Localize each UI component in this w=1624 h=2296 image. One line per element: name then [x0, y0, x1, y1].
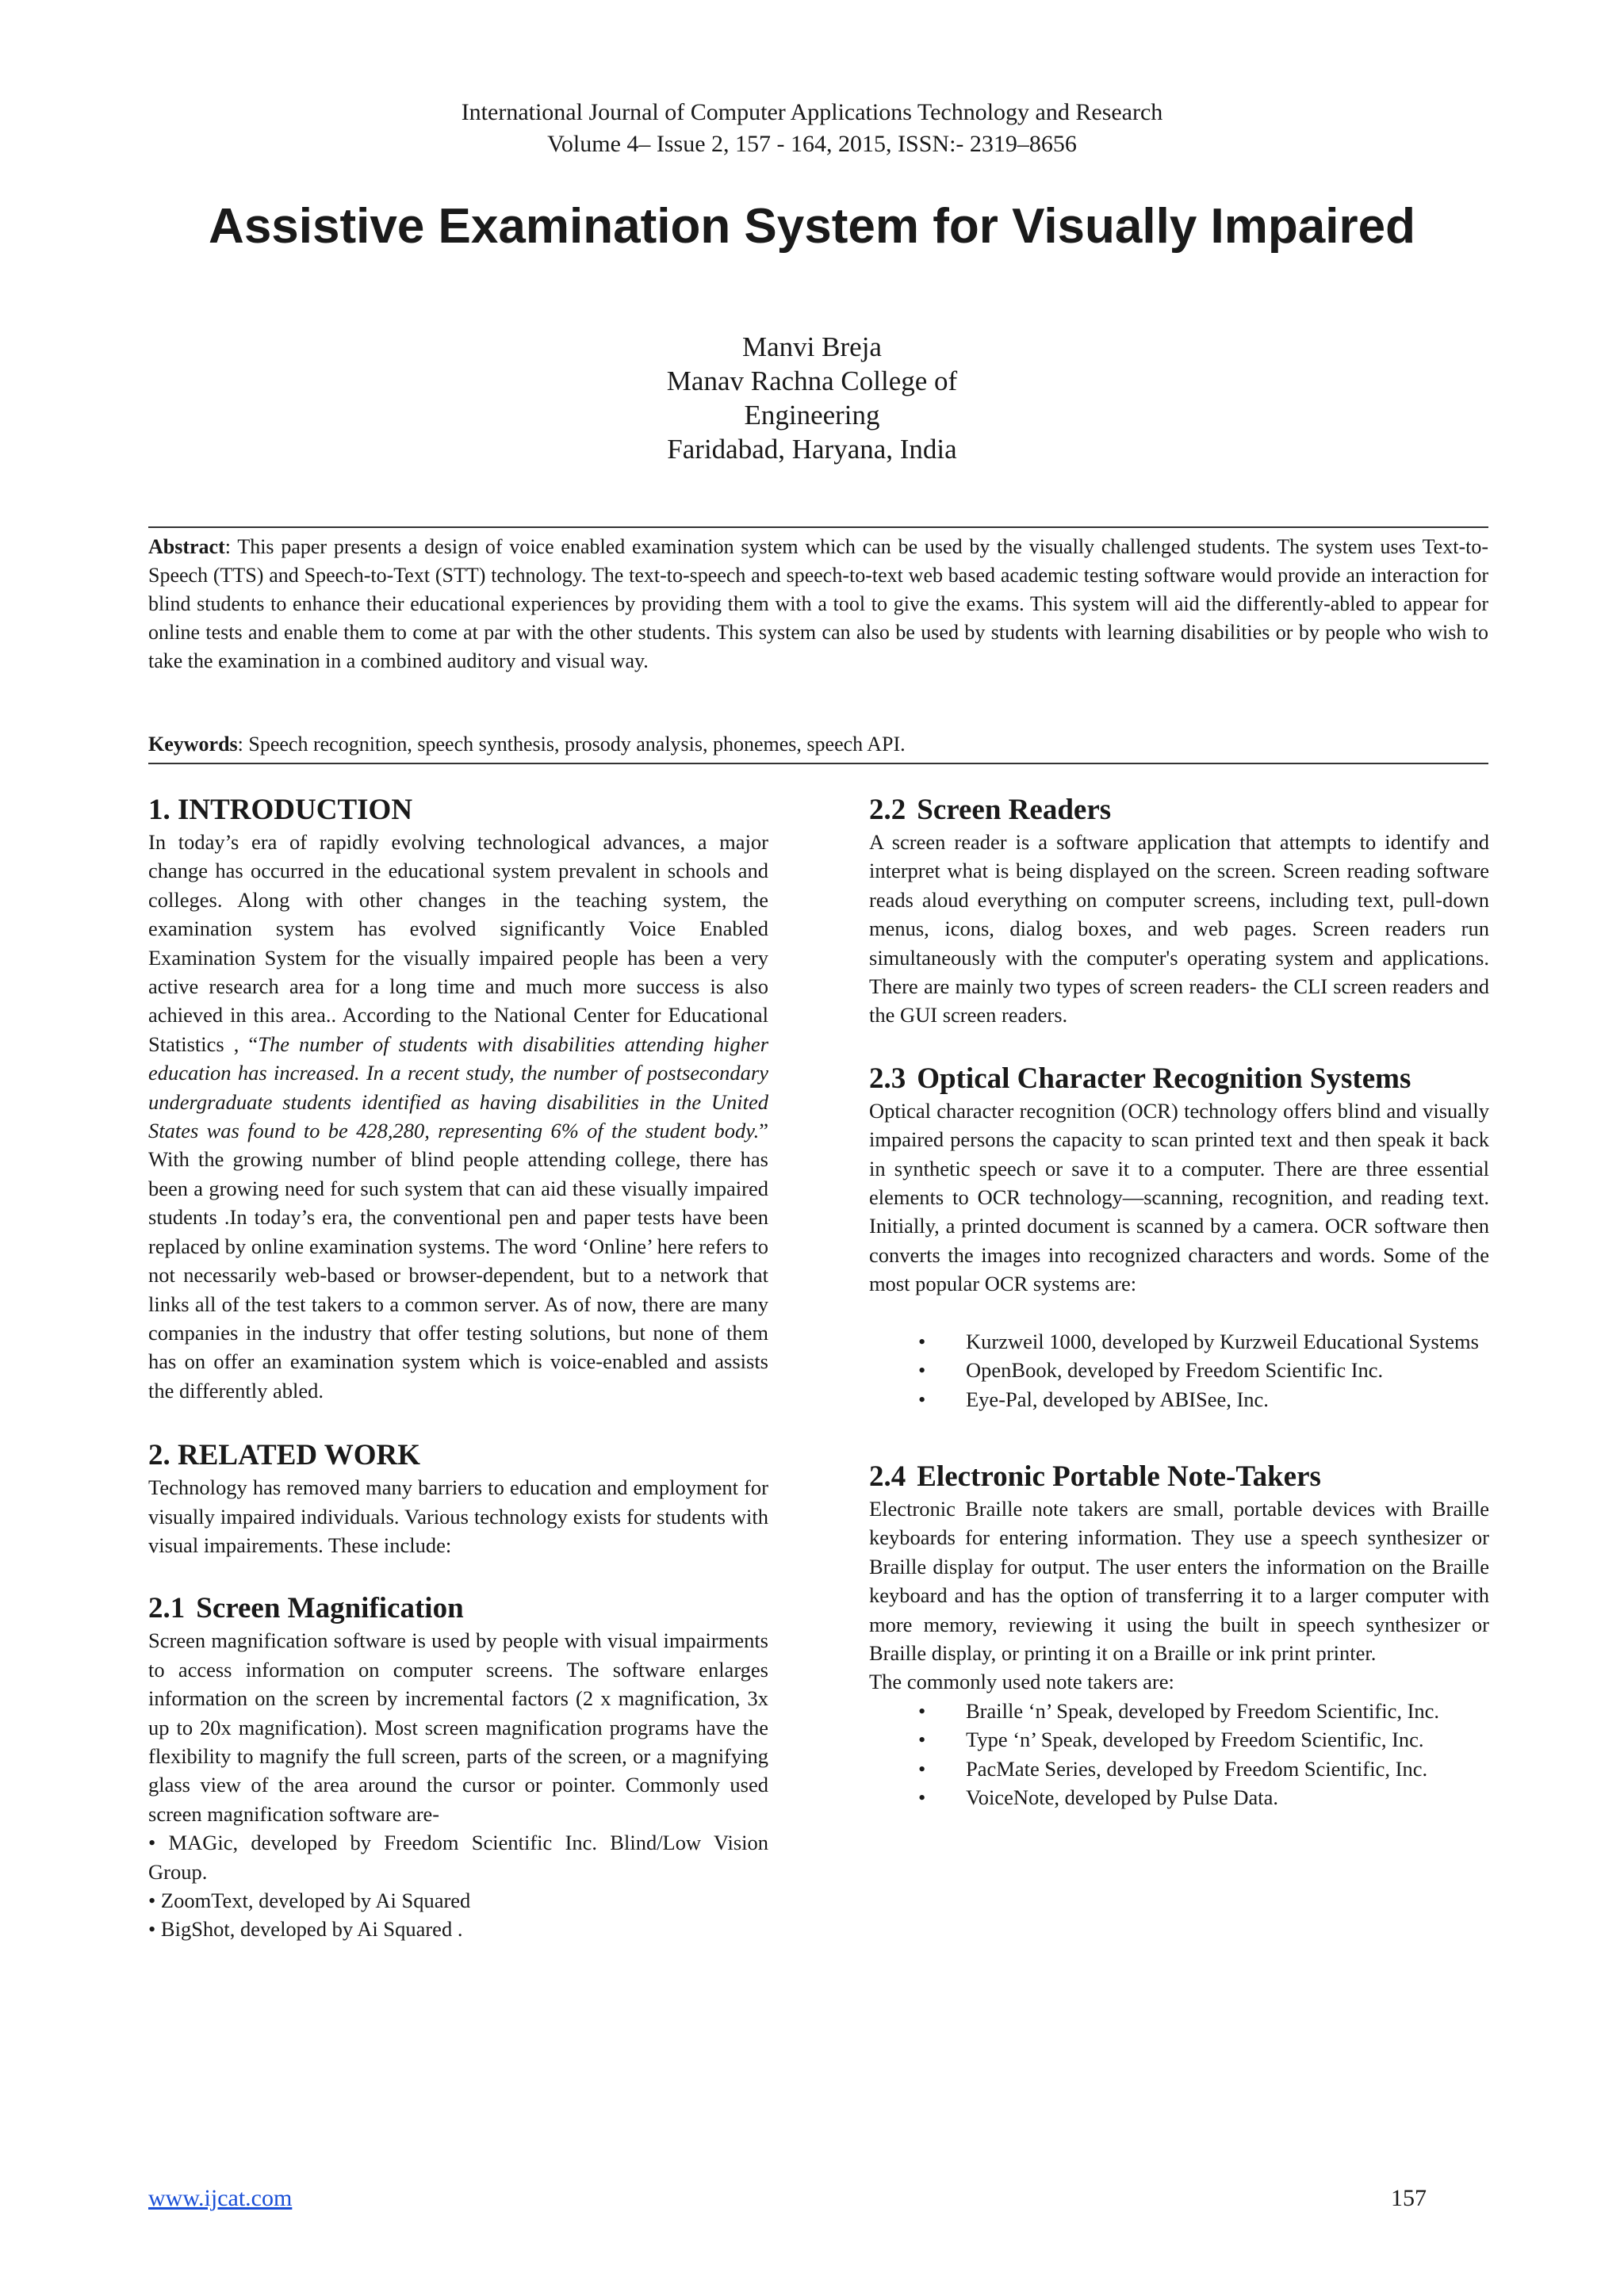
author-name: Manvi Breja	[742, 331, 882, 362]
screen-readers-text: A screen reader is a software application that attempts to identify and interpret what is being displayed on the screen. Screen reading software reads aloud everything on computer screens, including text, pull-down menus, icons, dialog boxes, and web pages. Screen readers run simultaneously with the computer's operating system and applications. There are mainly two types of screen readers- the CLI screen readers and the GUI screen readers.	[869, 830, 1489, 1027]
introduction-text-a: In today’s era of rapidly evolving technological advances, a major change has occurred in the educational system prevalent in schools and colleges. Along with other changes in the teaching system, the examination system has evolved significantly Voice Enabled Examination System for the visually impaired people has been a very active research area for a long time and much more success is also achieved in this area.. According to the National Center for Educational Statistics , “	[148, 830, 768, 1056]
ocr-heading	[869, 1062, 1489, 1096]
journal-website-link[interactable]: www.ijcat.com	[148, 2185, 293, 2211]
journal-volume: Volume 4– Issue 2, 157 - 164, 2015, ISSN:- 2319–8656	[547, 131, 1077, 157]
list-item: • PacMate Series, developed by Freedom Scientific, Inc.	[869, 1755, 1489, 1783]
introduction-quote: The number of students with disabilities attending higher education has increased. In a recent study, the number of postsecondary undergraduate students identified as having disabilities in the United States was found to be 428,280, representing 6% of the student body.	[148, 1031, 769, 1143]
keywords	[148, 730, 1488, 759]
section-title: Electronic Portable Note-Takers	[917, 1460, 1321, 1493]
ocr-text: Optical character recognition (OCR) technology offers blind and visually impaired persons the capacity to scan printed text and then speak it back in synthetic speech or save it to a computer. There are three essential elements to OCR technology—scanning, recognition, and reading text. Initially, a printed document is scanned by a camera. OCR software then converts the images into recognized characters and words. Some of the most popular OCR systems are:	[869, 1098, 1489, 1296]
section-number: 2.1	[148, 1592, 186, 1625]
section-number: 2.3	[869, 1062, 906, 1095]
screen-magnification-heading	[148, 1591, 768, 1626]
keywords-text: : Speech recognition, speech synthesis, prosody analysis, phonemes, speech API.	[237, 733, 906, 756]
list-item: • OpenBook, developed by Freedom Scientific Inc.	[869, 1356, 1489, 1384]
magnification-software-list	[148, 1828, 768, 1944]
journal-header	[0, 97, 1624, 160]
author-affiliation-line2: Engineering	[744, 400, 880, 430]
list-item: • ZoomText, developed by Ai Squared	[148, 1888, 471, 1912]
list-item: • Kurzweil 1000, developed by Kurzweil Educational Systems	[869, 1327, 1489, 1356]
note-takers-list	[869, 1697, 1489, 1812]
introduction-text	[148, 828, 768, 1405]
abstract-top-rule	[148, 526, 1488, 528]
list-item: • VoiceNote, developed by Pulse Data.	[869, 1783, 1489, 1812]
list-item: • MAGic, developed by Freedom Scientific Inc. Blind/Low Vision Group.	[148, 1831, 768, 1884]
abstract-label: Abstract	[148, 535, 225, 558]
ocr-systems-list	[869, 1327, 1489, 1414]
list-item: • Braille ‘n’ Speak, developed by Freedom Scientific, Inc.	[869, 1697, 1489, 1725]
section-number: 2.4	[869, 1460, 906, 1493]
author-location: Faridabad, Haryana, India	[667, 434, 957, 465]
left-column	[148, 793, 768, 1944]
introduction-heading: 1. INTRODUCTION	[148, 794, 413, 826]
section-title: Optical Character Recognition Systems	[917, 1062, 1411, 1095]
list-item: • BigShot, developed by Ai Squared .	[148, 1917, 463, 1942]
related-work-text: Technology has removed many barriers to education and employment for visually impaired individuals. Various technology exists for students with visual impairements. These include:	[148, 1475, 768, 1557]
note-takers-text: Electronic Braille note takers are small, portable devices with Braille keyboards for entering information. They use a speech synthesizer or Braille display for output. The user enters the information on the Braille keyboard and has the option of transferring it to a larger computer with more memory, reviewing it using the built in speech synthesizer or Braille display, or printing it on a Braille or ink print printer.	[869, 1496, 1489, 1665]
abstract-text: : This paper presents a design of voice enabled examination system which can be used by the visually challenged students. The system uses Text-to-Speech (TTS) and Speech-to-Text (STT) technology. The text-to-speech and speech-to-text web based academic testing software would provide an interaction for blind students to enhance their educational experiences by providing them with a tool to give the exams. This system will aid the differently-abled to appear for online tests and enable them to come at par with the other students. This system can also be used by students with learning disabilities or by people who wish to take the examination in a combined auditory and visual way.	[148, 535, 1488, 672]
list-item: • Eye-Pal, developed by ABISee, Inc.	[869, 1385, 1489, 1414]
screen-readers-heading	[869, 793, 1489, 828]
page-number: 157	[1391, 2185, 1427, 2211]
author-block	[0, 330, 1624, 466]
journal-name: International Journal of Computer Applications Technology and Research	[461, 99, 1163, 125]
section-title: Screen Magnification	[196, 1592, 464, 1625]
section-title: Screen Readers	[917, 794, 1112, 826]
right-column	[869, 793, 1489, 1812]
abstract	[148, 533, 1488, 675]
keywords-bottom-rule	[148, 763, 1488, 764]
related-work-heading: 2. RELATED WORK	[148, 1439, 420, 1472]
section-number: 2.2	[869, 794, 906, 826]
note-takers-heading	[869, 1460, 1489, 1494]
note-takers-intro: The commonly used note takers are:	[869, 1670, 1174, 1694]
author-affiliation-line1: Manav Rachna College of	[666, 365, 958, 396]
keywords-label: Keywords	[148, 733, 238, 756]
introduction-text-b: ” With the growing number of blind people attending college, there has been a growing need for such system that can aid these visually impaired students .In today’s era, the conventional pen and paper tests have been replaced by online examination systems. The word ‘Online’ here refers to not necessarily web-based or browser-dependent, but to a network that links all of the test takers to a common server. As of now, there are many companies in the industry that offer testing solutions, but none of them has on offer an examination system which is voice-enabled and assists the differently abled.	[148, 1119, 768, 1402]
list-item: • Type ‘n’ Speak, developed by Freedom Scientific, Inc.	[869, 1725, 1489, 1754]
screen-magnification-text: Screen magnification software is used by people with visual impairments to access information on computer screens. The software enlarges information on the screen by incremental factors (2 x magnification, 3x up to 20x magnification). Most screen magnification programs have the flexibility to magnify the full screen, parts of the screen, or a magnifying glass view of the area around the cursor or pointer. Commonly used screen magnification software are-	[148, 1628, 768, 1826]
paper-title: Assistive Examination System for Visually Impaired	[209, 199, 1415, 254]
